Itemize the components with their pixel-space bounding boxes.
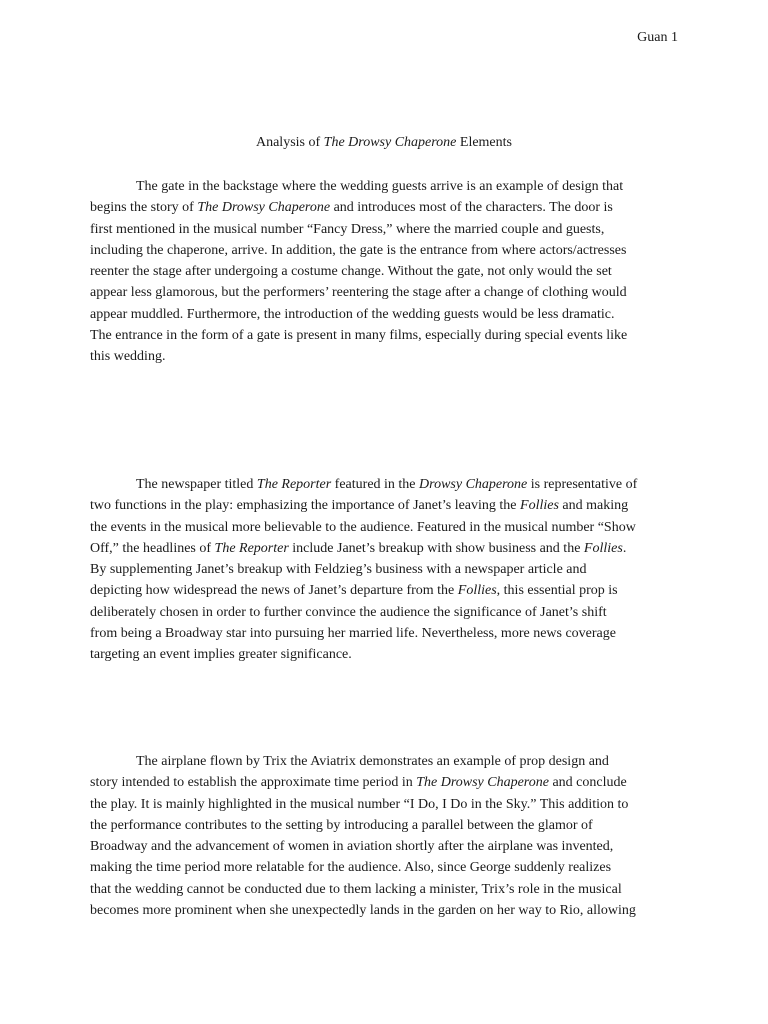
italic-title-text: The Drowsy Chaperone bbox=[197, 200, 331, 216]
body-text: Off,” the headlines of bbox=[90, 540, 215, 556]
italic-title-text: Follies bbox=[583, 540, 623, 556]
body-text: appear less glamorous, but the performers’ reentering the stage after a change of clothing would bbox=[90, 285, 627, 301]
paragraph-line bbox=[90, 580, 680, 601]
body-text: including the chaperone, arrive. In addition, the gate is the entrance from where actors/actresses bbox=[90, 242, 627, 258]
paragraph-line bbox=[90, 644, 680, 665]
paragraph-line bbox=[90, 304, 680, 325]
body-text: The gate in the backstage where the wedding guests arrive is an example of design that bbox=[136, 179, 624, 194]
body-text: The newspaper titled bbox=[136, 477, 257, 492]
paragraph-line bbox=[90, 219, 680, 240]
paragraph-line bbox=[90, 346, 680, 367]
body-text: . bbox=[622, 540, 627, 556]
italic-title-text: Follies bbox=[457, 583, 497, 599]
body-text: depicting how widespread the news of Janet’s departure from the bbox=[90, 583, 458, 599]
body-text: include Janet’s breakup with show business and the bbox=[288, 540, 584, 556]
italic-title-text: The Drowsy Chaperone bbox=[416, 775, 549, 791]
italic-title-text: The Reporter bbox=[256, 477, 332, 492]
paragraph-line bbox=[90, 602, 680, 623]
paragraph-line bbox=[90, 474, 680, 495]
body-text: first mentioned in the musical number “Fancy Dress,” where the married couple and guests, bbox=[90, 221, 605, 237]
paragraph-line bbox=[90, 559, 680, 580]
paragraph-line bbox=[90, 879, 680, 900]
body-text: the events in the musical more believable to the audience. Featured in the musical number “Show bbox=[90, 519, 636, 535]
body-text: The entrance in the form of a gate is present in many films, especially during special events like bbox=[90, 328, 628, 344]
body-text: reenter the stage after undergoing a costume change. Without the gate, not only would the set bbox=[90, 264, 612, 280]
paragraph-line bbox=[90, 900, 680, 921]
body-text: featured in the bbox=[331, 477, 420, 492]
title-suffix: Elements bbox=[456, 135, 512, 150]
paragraph-line bbox=[90, 623, 680, 644]
page-header bbox=[637, 29, 678, 47]
paragraph-line bbox=[90, 772, 680, 793]
page-number-header: Guan 1 bbox=[637, 30, 678, 45]
paragraph-line bbox=[90, 197, 680, 218]
body-text: Broadway and the advancement of women in aviation shortly after the airplane was invented, bbox=[90, 839, 614, 855]
italic-title-text: The Reporter bbox=[214, 540, 289, 556]
body-text: the play. It is mainly highlighted in the musical number “I Do, I Do in the Sky.” This addition to bbox=[90, 796, 629, 812]
body-text: and conclude bbox=[548, 775, 627, 791]
body-text: two functions in the play: emphasizing the importance of Janet’s leaving the bbox=[90, 498, 521, 514]
italic-title-text: Drowsy Chaperone bbox=[419, 477, 528, 492]
title-prefix: Analysis of bbox=[255, 135, 324, 150]
body-text: The airplane flown by Trix the Aviatrix demonstrates an example of prop design and bbox=[136, 754, 609, 769]
body-text: story intended to establish the approximate time period in bbox=[90, 775, 417, 791]
paragraph-newspaper bbox=[90, 474, 680, 666]
paragraph-line bbox=[90, 836, 680, 857]
body-text: begins the story of bbox=[90, 200, 198, 216]
body-text: and making bbox=[558, 498, 629, 514]
body-text: the performance contributes to the setting by introducing a parallel between the glamor of bbox=[90, 817, 593, 833]
paragraph-line bbox=[90, 857, 680, 878]
paragraph-line bbox=[90, 240, 680, 261]
body-text: making the time period more relatable for the audience. Also, since George suddenly realizes bbox=[90, 860, 612, 876]
paragraph-line bbox=[90, 751, 680, 772]
document-title bbox=[0, 133, 768, 153]
body-text: , this essential prop is bbox=[496, 583, 618, 599]
paragraph-line bbox=[90, 517, 680, 538]
body-text: becomes more prominent when she unexpectedly lands in the garden on her way to Rio, allowing bbox=[90, 903, 636, 919]
paragraph-line bbox=[90, 538, 680, 559]
paragraph-line bbox=[90, 815, 680, 836]
body-text: By supplementing Janet’s breakup with Feldzieg’s business with a newspaper article and bbox=[90, 562, 587, 578]
paragraph-gate bbox=[90, 176, 680, 368]
body-text: targeting an event implies greater significance. bbox=[90, 647, 352, 663]
body-text: that the wedding cannot be conducted due to them lacking a minister, Trix’s role in the musical bbox=[90, 881, 622, 897]
paragraph-line bbox=[90, 261, 680, 282]
paragraph-line bbox=[90, 325, 680, 346]
body-text: appear muddled. Furthermore, the introduction of the wedding guests would be less dramatic. bbox=[90, 306, 615, 322]
body-text: is representative of bbox=[527, 477, 638, 492]
paragraph-line bbox=[90, 282, 680, 303]
paragraph-line bbox=[90, 495, 680, 516]
paragraph-line bbox=[90, 794, 680, 815]
title-italic-play-name: The Drowsy Chaperone bbox=[323, 135, 457, 150]
paragraph-line bbox=[90, 176, 680, 197]
body-text: deliberately chosen in order to further convince the audience the significance of Janet’s shift bbox=[90, 604, 607, 620]
italic-title-text: Follies bbox=[520, 498, 559, 514]
body-text: from being a Broadway star into pursuing her married life. Nevertheless, more news coverage bbox=[90, 626, 616, 642]
body-text: this wedding. bbox=[90, 349, 166, 365]
body-text: and introduces most of the characters. The door is bbox=[330, 200, 613, 216]
paragraph-airplane bbox=[90, 751, 680, 921]
